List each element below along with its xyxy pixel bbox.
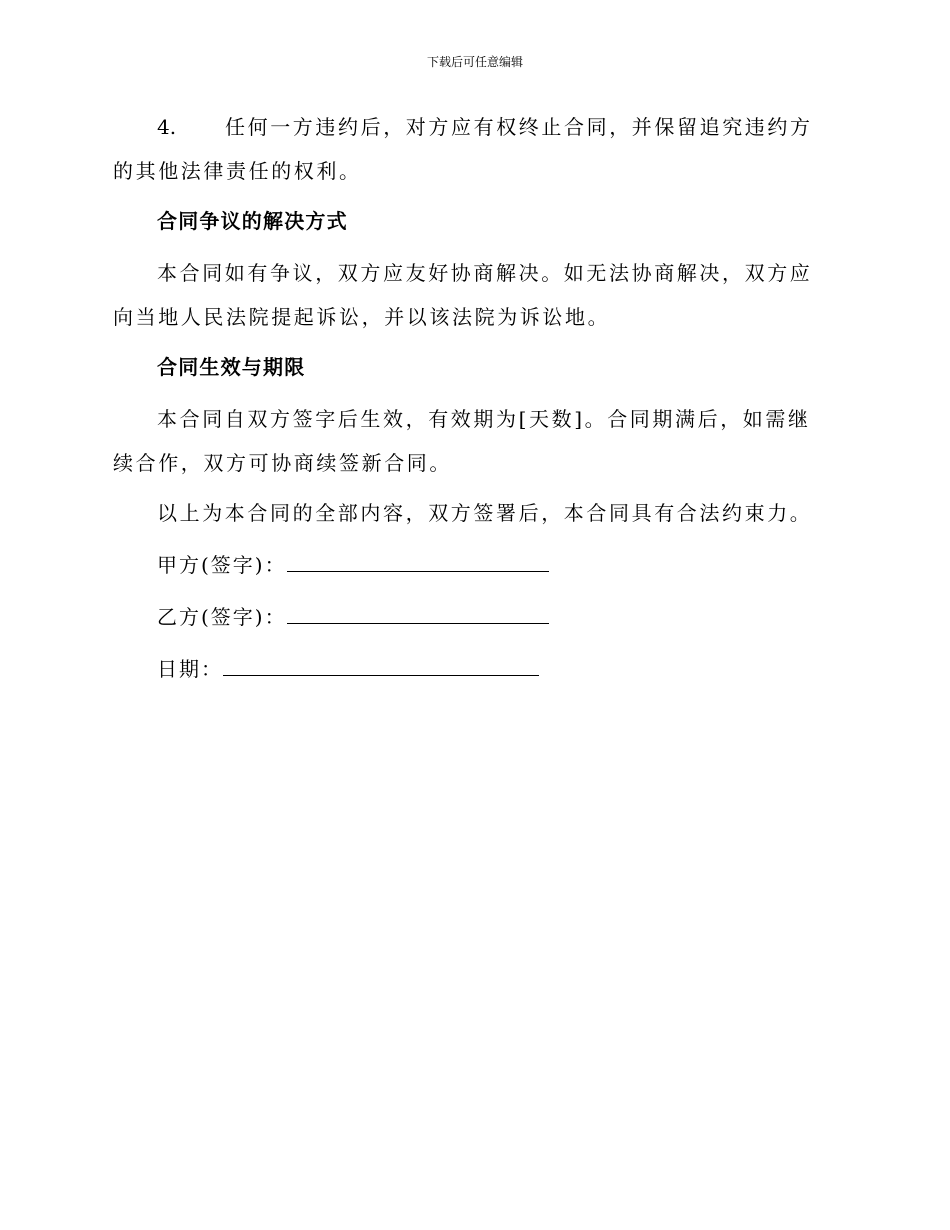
clause-4-text: 任何一方违约后，对方应有权终止合同，并保留追究违约方的其他法律责任的权利。 [113,115,813,183]
date-blank[interactable] [223,653,539,676]
dispute-paragraph: 本合同如有争议，双方应友好协商解决。如无法协商解决，双方应向当地人民法院提起诉讼，并以该法院为诉讼地。 [113,261,813,329]
date-label: 日期： [157,657,223,681]
date-signature [157,653,539,683]
clause-4 [113,105,833,193]
term-heading: 合同生效与期限 [157,355,306,379]
party-a-signature-blank[interactable] [287,549,549,572]
closing-paragraph: 以上为本合同的全部内容，双方签署后，本合同具有合法约束力。 [157,501,813,525]
party-a-label: 甲方(签字)： [157,553,287,577]
clause-4-number: 4. [157,115,177,139]
party-b-label: 乙方(签字)： [157,605,287,629]
dispute-heading: 合同争议的解决方式 [157,209,348,233]
party-b-signature-blank[interactable] [287,601,549,624]
party-a-signature [157,549,549,579]
page-header: 下载后可任意编辑 [426,55,523,69]
party-b-signature [157,601,549,631]
term-paragraph: 本合同自双方签字后生效，有效期为[天数]。合同期满后，如需继续合作，双方可协商续签新合同。 [113,407,811,475]
